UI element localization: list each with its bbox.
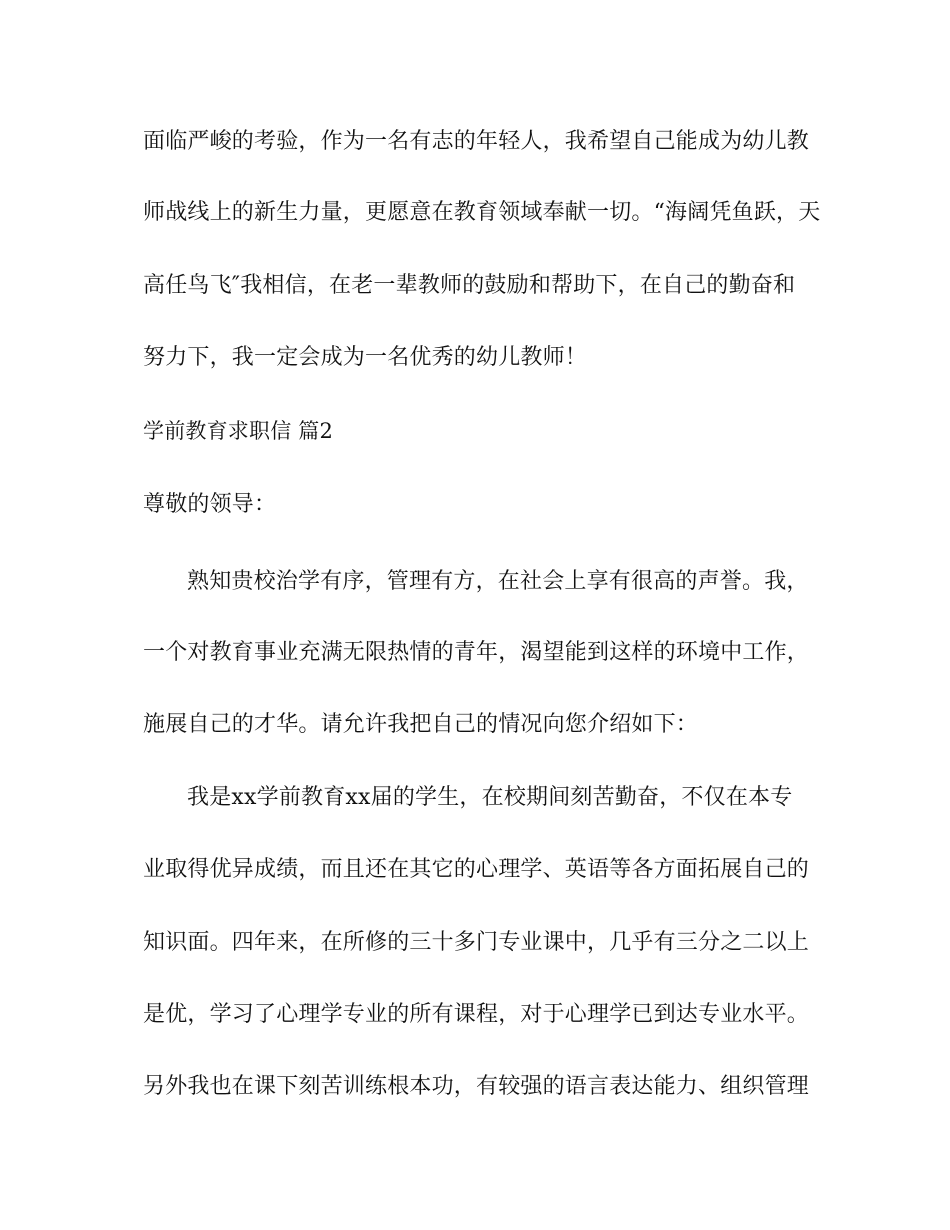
text-line: 一个对教育事业充满无限热情的青年，渴望能到这样的环境中工作， bbox=[143, 640, 810, 665]
text-line: 师战线上的新生力量，更愿意在教育领域奉献一切。“海阔凭鱼跃，天 bbox=[143, 200, 821, 225]
text-line: 高任鸟飞″我相信，在老一辈教师的鼓励和帮助下，在自己的勤奋和 bbox=[143, 273, 796, 298]
text-line: 面临严峻的考验，作为一名有志的年轻人，我希望自己能成为幼儿教 bbox=[143, 129, 810, 154]
salutation: 尊敬的领导： bbox=[143, 492, 277, 517]
text-line: 是优，学习了心理学专业的所有课程，对于心理学已到达专业水平。 bbox=[143, 1002, 810, 1027]
text-line: 施展自己的才华。请允许我把自己的情况向您介绍如下： bbox=[143, 712, 699, 737]
section-heading: 学前教育求职信 篇2 bbox=[143, 419, 334, 443]
text-line: 我是xx学前教育xx届的学生，在校期间刻苦勤奋，不仅在本专 bbox=[187, 785, 793, 810]
text-line: 另外我也在课下刻苦训练根本功，有较强的语言表达能力、组织管理 bbox=[143, 1074, 810, 1099]
text-line: 知识面。四年来，在所修的三十多门专业课中，几乎有三分之二以上 bbox=[143, 930, 810, 955]
text-line: 熟知贵校治学有序，管理有方，在社会上享有很高的声誉。我， bbox=[187, 569, 809, 594]
text-line: 业取得优异成绩，而且还在其它的心理学、英语等各方面拓展自己的 bbox=[143, 857, 810, 882]
text-line: 努力下，我一定会成为一名优秀的幼儿教师！ bbox=[143, 345, 588, 370]
